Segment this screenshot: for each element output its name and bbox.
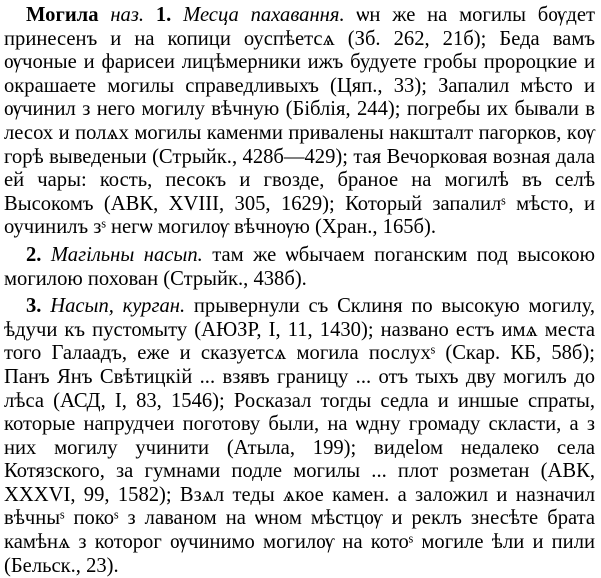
sense-citations: ѡн же на могилы бѹдет принесенъ и на копици оуспѣетсѧ (Зб. 262, 21б); Беда вамъ ѹчоные и фарисеи лицѣмерники ижъ будуете гробы пророцкие и окрашаете могилы справедливыхъ (Цяп., 33); Запалил мѣсто и ѹчинил з него могилу вѣчную (Біблія, 244); погребы их бывали в лесох и полѧх могилы каменми привалены накшталт пагорков, кѹ горѣ выведеныи (Стрыйк., 428б—429); тая Вечорковая возная дала ей чары: кость, песокъ и гвозде, браное на могилѣ въ селѣ Высокомъ (АВК, XVIII, 305, 1629); Который запалилˢ мѣсто, и оучинилъ зˢ негѡ могилѹ вѣчнѹю (Хран., 165б).	[4, 4, 595, 239]
headword: Могила	[26, 4, 99, 26]
sense-citations: прывернули съ Склиня по высокую могилу, ѣдучи къ пустомыту (АЮЗР, I, 11, 1430); названо естъ имѧ места того Галаадъ, еже и сказуетсѧ могила послухˢ (Скар. КБ, 58б); Панъ Янъ Свѣтицкій ... взявъ границу ... отъ тыхъ дву могилъ до лѣса (АСД, I, 83, 1546); Росказал тогды седла и иншые спраты, которые напрудчеи поготову были, на ѡдну громаду скласти, а з них могилу учинити (Атыла, 199); видelом недалеко села Котязского, за гумнами подле могилы ... плот розметан (АВК, XXXVI, 99, 1582); Взѧл теды ѧкое камен. а заложил и назначил вѣчныˢ покоˢ з лаваном на ѡном мѣстцѹ и реклъ знесѣте брата камѣнѧ з которог ѹчинимо могилѹ на котоˢ могиле ѣли и пили (Бельск., 23).	[4, 295, 595, 577]
sense-number: 1.	[155, 4, 172, 26]
sense-number: 2.	[26, 243, 42, 266]
sense-definition: Месца пахавання.	[183, 4, 345, 26]
sense-citations: там же ѡбычаем поганским под высокою могилою похован (Стрыйк., 438б).	[4, 243, 595, 290]
sense-2	[4, 244, 595, 291]
sense-number: 3.	[26, 295, 42, 318]
sense-definition: Магільны насып.	[50, 243, 203, 266]
sense-definition: Насып, курган.	[50, 295, 186, 318]
part-of-speech: наз.	[110, 4, 145, 26]
sense-3	[4, 295, 595, 578]
sense-1	[4, 4, 595, 240]
